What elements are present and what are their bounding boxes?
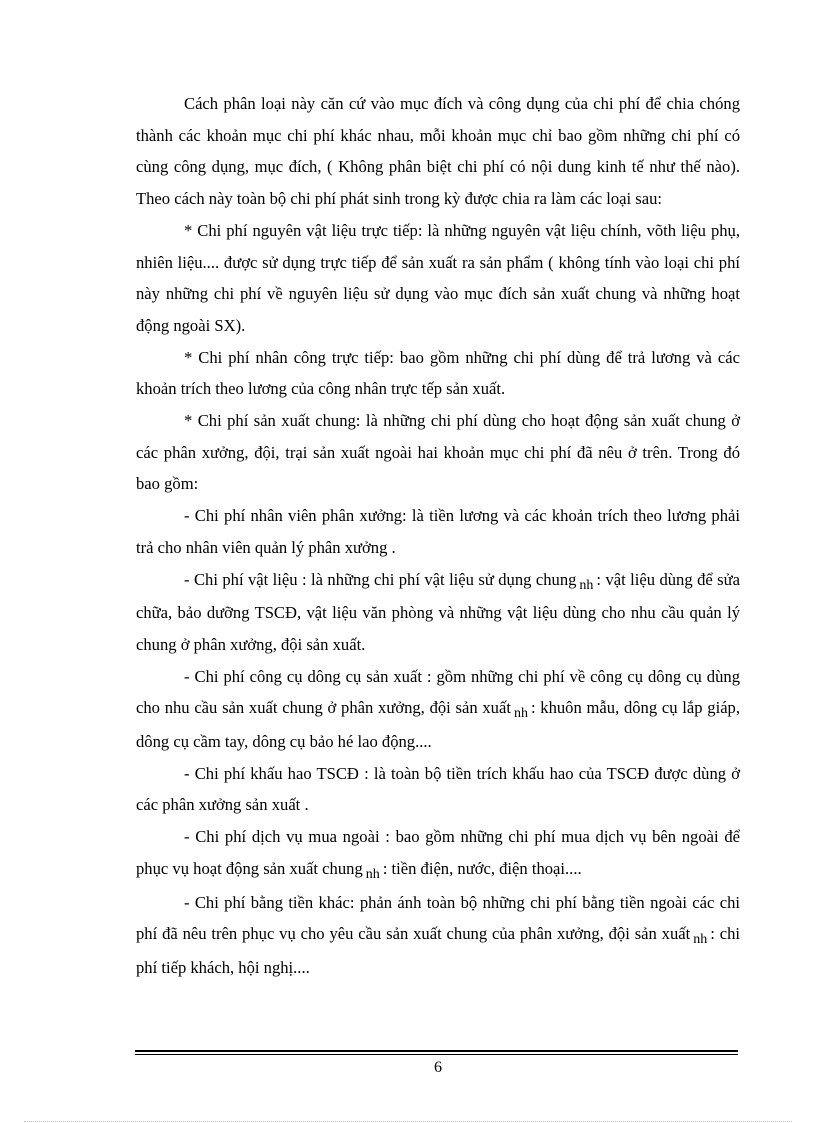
page-number: 6 [434,1059,442,1076]
subscript-nh: nh [579,577,594,593]
subscript-nh: nh [693,932,708,948]
footer-rule-thin [135,1054,738,1055]
paragraph-direct-materials: * Chi phí nguyên vật liệu trực tiếp: là những nguyên vật liệu chính, võth liệu phụ, nhiên liệu.... được sử dụng trực tiếp để sản xuất ra sản phẩm ( không tính vào loại chi phí này những chi phí về nguyên liệu sử dụng vào mục đích sản xuất chung và những hoạt động ngoài SX). [136,220,740,335]
paragraph-depreciation: - Chi phí khấu hao TSCĐ : là toàn bộ tiền trích khấu hao của TSCĐ được dùng ở các phân xưởng sản xuất . [136,763,740,815]
paragraph-outsourced-services: - Chi phí dịch vụ mua ngoài : bao gồm những chi phí mua dịch vụ bên ngoài để phục vụ hoạt động sản xuất chung $_{nh}$ : tiền điện, nước, điện thoại.... [136,827,740,882]
paragraph-tools: - Chi phí công cụ dông cụ sản xuất : gồm những chi phí về công cụ dông cụ dùng cho nhu cầu sản xuất chung ở phân xưởng, đội sản xuất $_{nh}$ : khuôn mẫu, dông cụ lắp giáp, dông cụ cầm tay, dông cụ bảo hé lao động.... [136,666,740,752]
paragraph-intro: Cách phân loại này căn cứ vào mục đích và công dụng của chi phí để chia chóng thành các khoản mục chi phí khác nhau, mỗi khoản mục chỉ bao gồm những chi phí có cùng công dụng, mục đích, ( Không phân biệt chi phí có nội dung kinh tế như thế nào). Theo cách này toàn bộ chi phí phát sinh trong kỳ được chia ra làm các loại sau: [136,94,740,209]
paragraph-manufacturing-overhead: * Chi phí sản xuất chung: là những chi phí dùng cho hoạt động sản xuất chung ở các phân xưởng, đội, trại sản xuất ngoài hai khoản mục chi phí đã nêu ở trên. Trong đó bao gồm: [136,411,740,494]
paragraph-direct-labor: * Chi phí nhân công trực tiếp: bao gồm những chi phí dùng để trả lương và các khoản trích theo lương của công nhân trực tếp sản xuất. [136,347,740,399]
paragraph-materials: - Chi phí vật liệu : là những chi phí vật liệu sử dụng chung $_{nh}$ : vật liệu dùng để sửa chữa, bảo dưỡng TSCĐ, vật liệu văn phòng và những vật liệu dùng cho nhu cầu quản lý chung ở phân xưởng, đội sản xuất. [136,569,740,654]
body-text [136,88,740,984]
paragraph-other-cash-costs: - Chi phí bằng tiền khác: phản ánh toàn bộ những chi phí bằng tiền ngoài các chi phí đã nêu trên phục vụ cho yêu cầu sản xuất chung của phân xưởng, đội sản xuất $_{nh}$ : chi phí tiếp khách, hội nghị.... [136,892,741,977]
footer-rule-thick [135,1050,738,1052]
page-boundary-dots [24,1121,792,1122]
subscript-nh: nh [365,866,380,882]
subscript-nh: nh [513,706,528,722]
paragraph-workshop-staff: - Chi phí nhân viên phân xưởng: là tiền lương và các khoản trích theo lương phải trả cho nhân viên quản lý phân xưởng . [136,506,740,557]
